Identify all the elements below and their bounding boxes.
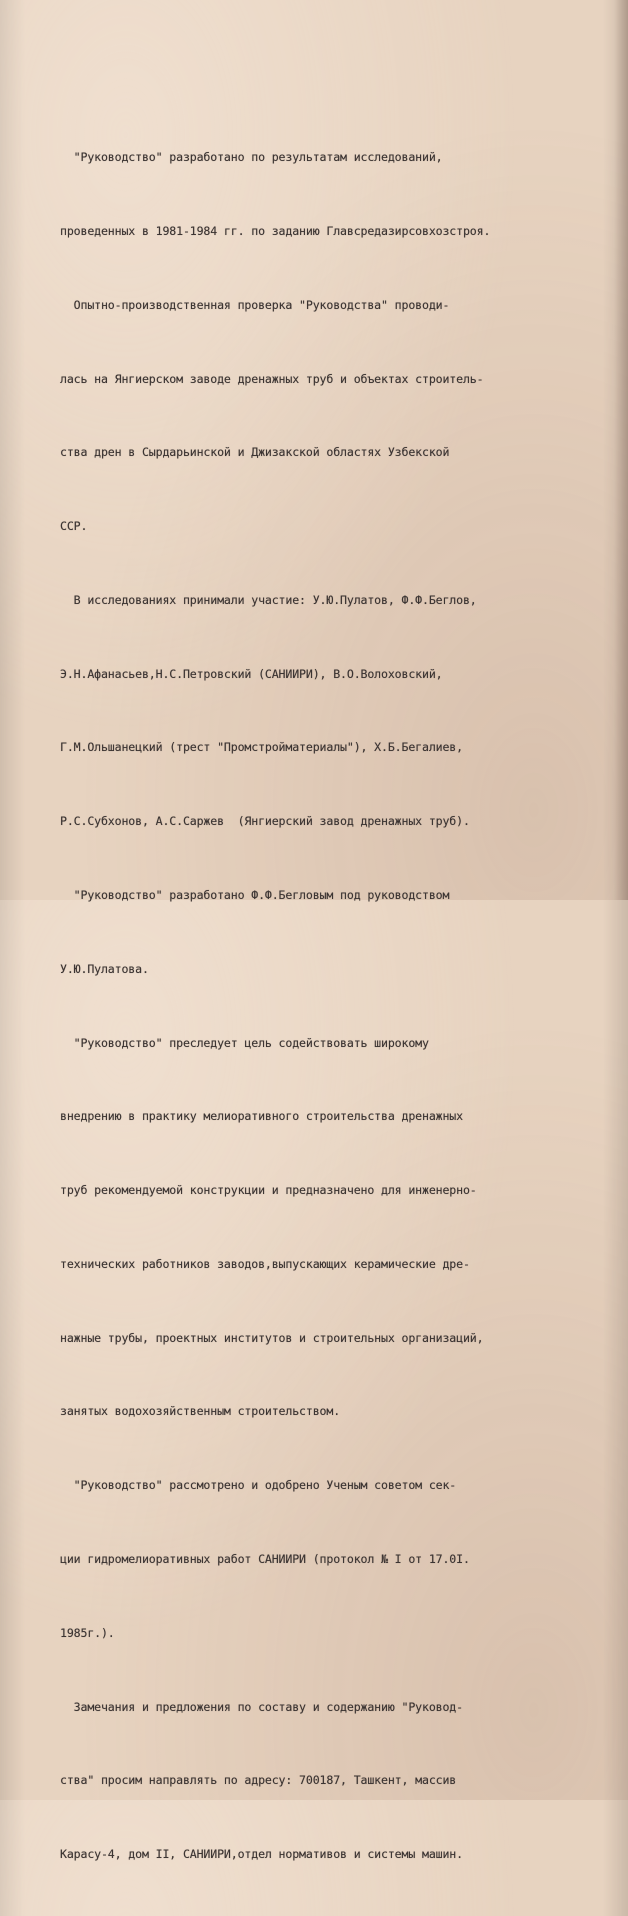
text-line: 1985г.). [60,1625,115,1640]
text-line: ства" просим направлять по адресу: 700187, Ташкент, массив [60,1773,457,1788]
typed-text-block [60,96,570,1916]
text-line: У.Ю.Пулатова. [60,961,149,976]
text-line: ции гидромелиоративных работ САНИИРИ (протокол № I от 17.0I. [60,1552,470,1567]
page-edge-shadow [614,0,628,900]
text-line: "Руководство" рассмотрено и одобрено Ученым советом сек- [60,1478,457,1493]
text-line: труб рекомендуемой конструкции и предназначено для инженерно- [60,1183,477,1198]
text-line: В исследованиях принимали участие: У.Ю.Пулатов, Ф.Ф.Беглов, [60,592,477,607]
text-line: "Руководство" разработано Ф.Ф.Бегловым под руководством [60,888,450,902]
text-line: занятых водохозяйственным строительством. [60,1404,341,1419]
text-line: "Руководство" разработано по результатам исследований, [60,150,443,165]
text-line: лась на Янгиерском заводе дренажных труб и объектах строитель- [60,371,484,386]
text-line: Карасу-4, дом II, САНИИРИ,отдел нормативов и системы машин. [60,1847,463,1862]
text-line: нажные трубы, проектных институтов и строительных организаций, [60,1330,484,1345]
text-line: Р.С.Субхонов, А.С.Саржев (Янгиерский завод дренажных труб). [60,814,470,829]
text-line: Замечания и предложения по составу и содержанию "Руковод- [60,1699,463,1714]
text-line: Э.Н.Афанасьев,Н.С.Петровский (САНИИРИ), В.О.Волоховский, [60,666,443,681]
text-line: ССР. [60,519,88,534]
text-line: внедрению в практику мелиоративного строительства дренажных [60,1109,463,1124]
text-line: Опытно-производственная проверка "Руководства" проводи- [60,297,450,312]
text-line: "Руководство" преследует цель содействовать широкому [60,1035,429,1050]
text-line: ства дрен в Сырдарьинской и Джизакской областях Узбекской [60,445,450,460]
text-line: технических работников заводов,выпускающих керамические дре- [60,1256,470,1271]
text-line: проведенных в 1981-1984 гг. по заданию Главсредазирсовхозстроя. [60,223,491,238]
text-line: Г.М.Ольшанецкий (трест "Промстройматериалы"), Х.Б.Бегалиев, [60,740,463,755]
